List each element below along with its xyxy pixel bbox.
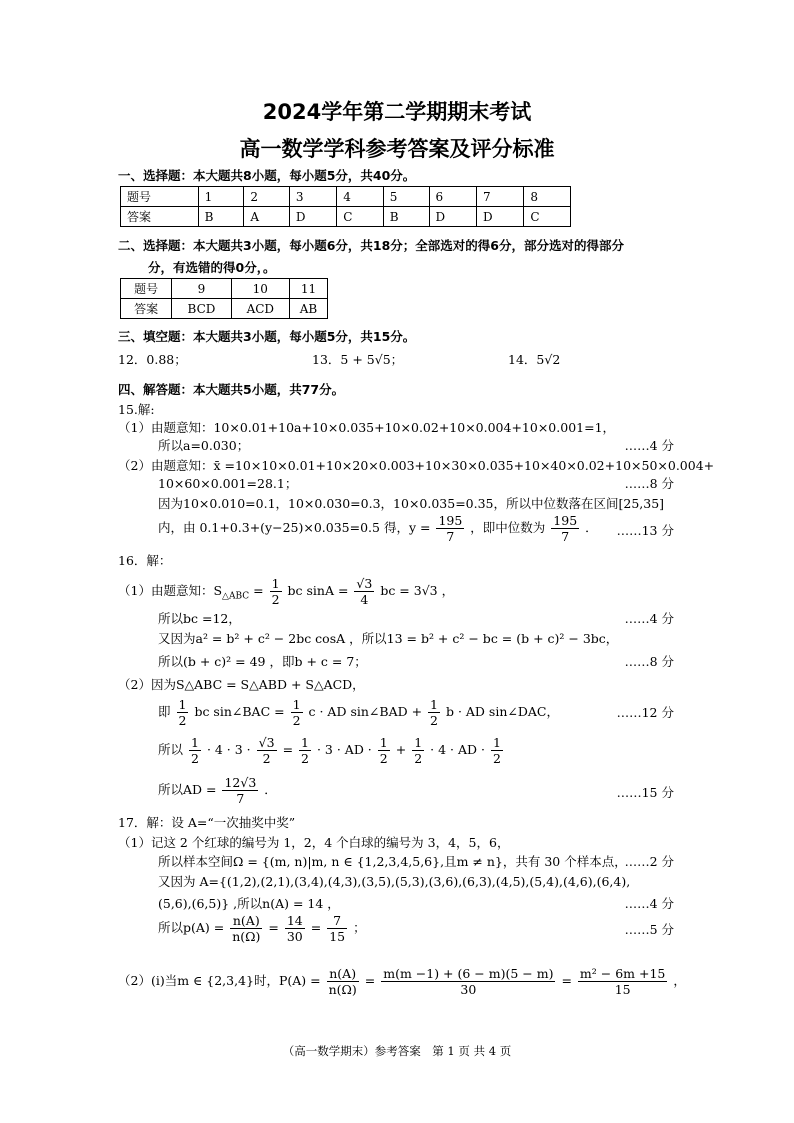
q17-line-2: 所以样本空间Ω = {(m, n)|m, n ∈ {1,2,3,4,5,6},且m ≠ n}，共有 30 个样本点， xyxy=(158,854,627,869)
score-mark: ……4 分 xyxy=(624,896,674,911)
section-2-heading: 二、选择题：本大题共3小题，每小题6分，共18分；全部选对的得6分，部分选对的得部分 xyxy=(118,238,624,253)
fraction xyxy=(230,913,262,944)
question-16-label: 16．解： xyxy=(118,553,172,568)
denominator: 2 xyxy=(178,713,187,728)
numerator: 1 xyxy=(414,735,423,750)
table-cell: 题号 xyxy=(121,187,199,207)
q17-line-4: (5,6),(6,5)} ,所以n(A) = 14 ， xyxy=(158,896,340,911)
text-run: + xyxy=(395,742,407,757)
q16-line-2: 所以bc =12， xyxy=(158,611,241,626)
fraction xyxy=(381,966,555,997)
text-run: = xyxy=(561,973,572,988)
text-run: = xyxy=(253,583,264,598)
fraction xyxy=(257,735,277,766)
q15-line-6 xyxy=(158,513,598,544)
q15-line-5: 因为10×0.010=0.1，10×0.030=0.3，10×0.035=0.35，所以中位数落在区间[25,35] xyxy=(158,496,665,511)
table-row xyxy=(121,299,328,319)
table-row xyxy=(121,207,571,227)
text-run: ，即中位数为 xyxy=(470,520,546,535)
fraction xyxy=(177,697,189,728)
text-run: ； xyxy=(353,920,366,935)
fraction xyxy=(285,913,305,944)
text-run: = xyxy=(268,920,279,935)
denominator: 2 xyxy=(292,713,301,728)
fraction xyxy=(378,735,390,766)
table-cell: 6 xyxy=(429,187,476,207)
table-cell: 答案 xyxy=(121,299,172,319)
numerator: 1 xyxy=(430,697,438,712)
text-run: b · AD sin∠DAC， xyxy=(445,704,559,719)
q15-line-4: 10×60×0.001=28.1； xyxy=(158,476,298,491)
text-run: 所以p(A) = xyxy=(158,920,225,935)
table-cell: 答案 xyxy=(121,207,199,227)
text-run: · 3 · AD · xyxy=(316,742,372,757)
q17-line-6 xyxy=(118,966,686,997)
denominator: 7 xyxy=(236,791,245,806)
fraction xyxy=(189,735,201,766)
denominator: 15 xyxy=(614,982,631,997)
denominator: 2 xyxy=(492,751,501,766)
denominator: 4 xyxy=(360,592,369,607)
q16-line-3: 又因为a² = b² + c² − 2bc cosA ，所以13 = b² + c² − bc = (b + c)² − 3bc， xyxy=(158,631,619,646)
numerator: 1 xyxy=(301,735,309,750)
text-run: · 4 · AD · xyxy=(430,742,485,757)
table-cell: 2 xyxy=(244,187,289,207)
table-cell: AB xyxy=(290,299,328,319)
text-run: 所以 xyxy=(158,742,184,757)
numerator: 7 xyxy=(327,913,347,929)
numerator: 1 xyxy=(271,576,280,591)
score-mark: ……15 分 xyxy=(616,785,674,800)
table-cell: 7 xyxy=(476,187,523,207)
denominator: 2 xyxy=(271,592,280,607)
text-run: （1）由题意知：S xyxy=(118,583,223,598)
text-run: 即 xyxy=(158,704,171,719)
numerator: 1 xyxy=(292,697,301,712)
text-run: （2）(i)当m ∈ {2,3,4}时，P(A) = xyxy=(118,973,321,988)
text-run: · 4 · 3 · xyxy=(206,742,251,757)
choice-answer-table xyxy=(120,186,571,227)
q16-line-1 xyxy=(118,576,454,607)
numerator: 1 xyxy=(492,735,501,750)
table-row xyxy=(121,187,571,207)
text-run: = xyxy=(310,920,322,935)
section-1-heading: 一、选择题：本大题共8小题，每小题5分，共40分。 xyxy=(118,168,416,183)
numerator: n(A) xyxy=(327,966,359,982)
fraction xyxy=(428,697,440,728)
denominator: n(Ω) xyxy=(232,929,261,944)
denominator: 15 xyxy=(329,929,346,944)
denominator: n(Ω) xyxy=(328,982,357,997)
text-run: = xyxy=(282,742,294,757)
fraction xyxy=(270,576,282,607)
numerator: 1 xyxy=(379,735,388,750)
score-mark: ……2 分 xyxy=(624,854,674,869)
text-run: bc sinA = xyxy=(287,583,349,598)
page-footer: （高一数学期末）参考答案 第 1 页 共 4 页 xyxy=(282,1044,512,1058)
answer-13: 13．5 + 5√5； xyxy=(312,352,404,367)
text-run: ． xyxy=(264,782,277,797)
table-cell: 8 xyxy=(524,187,571,207)
denominator: 30 xyxy=(460,982,477,997)
fraction xyxy=(412,735,424,766)
question-15-label: 15.解: xyxy=(118,402,155,417)
score-mark: ……13 分 xyxy=(616,523,674,538)
text-run: bc sin∠BAC = xyxy=(194,704,285,719)
numerator: 195 xyxy=(553,513,578,528)
q16-line-4: 所以(b + c)² = 49 ，即b + c = 7； xyxy=(158,654,367,669)
table-cell: C xyxy=(337,207,384,227)
table-cell: 11 xyxy=(290,279,328,299)
denominator: 2 xyxy=(379,751,388,766)
q17-line-3: 又因为 A={(1,2),(2,1),(3,4),(4,3),(3,5),(5,3),(3,6),(6,3),(4,5),(5,4),(4,6),(6,4), xyxy=(158,874,631,889)
q16-line-7 xyxy=(158,735,505,766)
score-mark: ……8 分 xyxy=(624,476,674,491)
numerator: √3 xyxy=(356,576,373,591)
q16-line-8 xyxy=(158,775,277,806)
fraction xyxy=(327,913,347,944)
text-run: 所以AD = xyxy=(158,782,217,797)
score-mark: ……12 分 xyxy=(616,705,674,720)
numerator: 12√3 xyxy=(224,775,257,790)
table-row xyxy=(121,279,328,299)
numerator: 1 xyxy=(191,735,199,750)
numerator: 14 xyxy=(286,913,303,928)
table-cell: 10 xyxy=(231,279,289,299)
denominator: 2 xyxy=(191,751,199,766)
exam-title: 2024学年第二学期期末考试 xyxy=(262,100,532,124)
text-run: c · AD sin∠BAD + xyxy=(308,704,423,719)
score-mark: ……8 分 xyxy=(624,654,674,669)
numerator: m² − 6m +15 xyxy=(579,966,666,981)
denominator: 2 xyxy=(430,713,438,728)
q15-line-1: （1）由题意知：10×0.01+10a+10×0.035+10×0.02+10×0.004+10×0.001=1， xyxy=(118,420,616,435)
table-cell: B xyxy=(198,207,244,227)
denominator: 30 xyxy=(286,929,303,944)
numerator: 195 xyxy=(438,513,463,528)
text-run: = xyxy=(364,973,376,988)
text-run: ， xyxy=(673,973,686,988)
table-cell: 5 xyxy=(383,187,429,207)
fraction xyxy=(291,697,303,728)
fraction xyxy=(578,966,667,997)
section-2-heading-cont: 分，有选错的得0分，。 xyxy=(148,260,276,275)
table-cell: C xyxy=(524,207,571,227)
text-run: ． xyxy=(585,520,598,535)
q16-line-5: （2）因为S△ABC = S△ABD + S△ACD， xyxy=(118,677,365,692)
numerator: 1 xyxy=(178,697,187,712)
numerator: √3 xyxy=(258,735,275,750)
table-cell: 3 xyxy=(289,187,336,207)
fraction xyxy=(354,576,374,607)
section-4-heading: 四、解答题：本大题共5小题，共77分。 xyxy=(118,382,345,397)
table-cell: D xyxy=(476,207,523,227)
subscript: △ABC xyxy=(222,591,250,602)
table-cell: 4 xyxy=(337,187,384,207)
table-cell: 9 xyxy=(172,279,231,299)
table-cell: A xyxy=(244,207,289,227)
denominator: 7 xyxy=(446,529,455,544)
fraction xyxy=(299,735,311,766)
table-cell: D xyxy=(429,207,476,227)
denominator: 2 xyxy=(262,751,271,766)
fraction xyxy=(491,735,503,766)
table-cell: D xyxy=(289,207,336,227)
question-17-label: 17．解：设 A=“一次抽奖中奖” xyxy=(118,815,296,830)
score-mark: ……4 分 xyxy=(624,611,674,626)
q17-line-5 xyxy=(158,913,366,944)
answer-14: 14．5√2 xyxy=(508,352,561,367)
answer-title: 高一数学学科参考答案及评分标准 xyxy=(239,137,555,161)
q15-line-3: （2）由题意知：x̄ =10×10×0.01+10×20×0.003+10×30×0.035+10×40×0.02+10×50×0.004+ xyxy=(118,458,715,473)
table-cell: B xyxy=(383,207,429,227)
q15-line-2: 所以a=0.030； xyxy=(158,438,250,453)
table-cell: ACD xyxy=(231,299,289,319)
answer-12: 12．0.88； xyxy=(118,352,187,367)
fraction xyxy=(327,966,359,997)
text-run: 内，由 0.1+0.3+(y−25)×0.035=0.5 得，y = xyxy=(158,520,431,535)
fraction xyxy=(222,775,258,806)
text-run: bc = 3√3 ， xyxy=(380,583,455,598)
denominator: 2 xyxy=(414,751,423,766)
score-mark: ……5 分 xyxy=(624,922,674,937)
numerator: n(A) xyxy=(230,913,262,929)
q16-line-6 xyxy=(158,697,559,728)
denominator: 2 xyxy=(301,751,309,766)
score-mark: ……4 分 xyxy=(624,438,674,453)
table-cell: 题号 xyxy=(121,279,172,299)
multi-choice-answer-table xyxy=(120,278,328,319)
fraction xyxy=(436,513,464,544)
section-3-heading: 三、填空题：本大题共3小题，每小题5分，共15分。 xyxy=(118,329,416,344)
denominator: 7 xyxy=(561,529,570,544)
table-cell: 1 xyxy=(198,187,244,207)
numerator: m(m −1) + (6 − m)(5 − m) xyxy=(383,966,554,981)
q17-line-1: （1）记这 2 个红球的编号为 1，2，4 个白球的编号为 3，4，5，6， xyxy=(118,835,510,850)
table-cell: BCD xyxy=(172,299,231,319)
